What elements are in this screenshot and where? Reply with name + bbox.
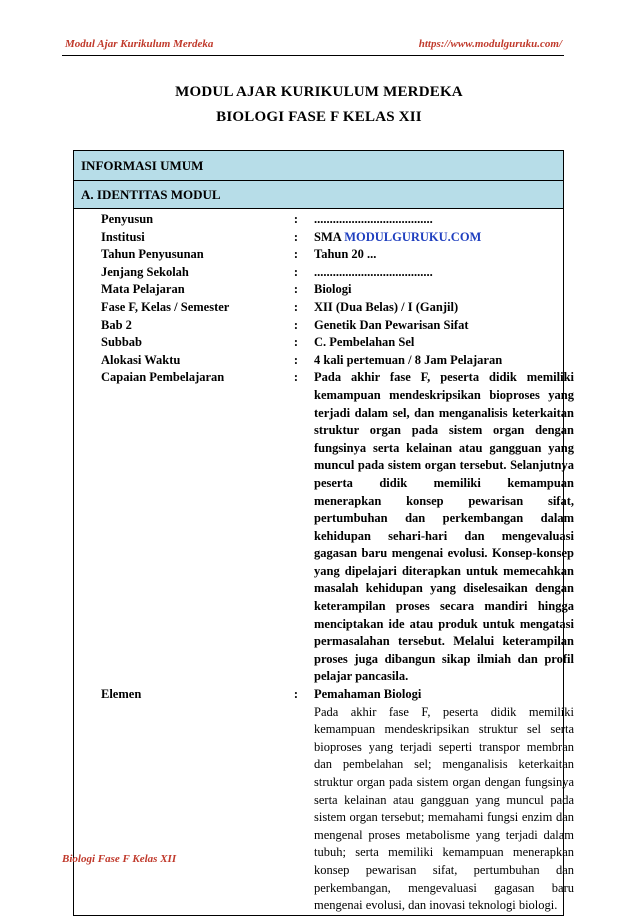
value-elemen [314,686,574,915]
row-tahun [74,246,563,264]
row-jenjang [74,264,563,282]
colon: : [293,370,299,385]
colon: : [293,352,299,367]
value-subbab: C. Pembelahan Sel [314,335,415,350]
value-bab: Genetik Dan Pewarisan Sifat [314,317,469,332]
section-informasi-umum: INFORMASI UMUM [74,151,563,181]
colon: : [293,229,299,244]
colon: : [293,317,299,332]
row-mapel [74,281,563,299]
row-bab [74,317,563,335]
label-elemen: Elemen [101,687,142,702]
value-capaian: Pada akhir fase F, peserta didik memiliki kemampuan mendeskripsikan bioproses yang terjadi dalam sel, dan menganalisis keterkaitan struktur organ pada sistem organ dengan fungsinya serta kelainan atau gangguan yang muncul pada sistem organ tersebut. Selanjutnya peserta didik memiliki kemampuan menerapkan konsep pewarisan sifat, pertumbuhan dan perkembangan dalam kehidupan sehari-hari dan mengevaluasi gagasan baru mengenai evolusi. Konsep-konsep yang dipelajari diterapkan untuk memecahkan masalah kehidupan yang diselesaikan dengan keterampilan proses secara mandiri hingga menciptakan ide atau produk untuk mengatasi permasalahan tersebut. Melalui keterampilan proses juga dibangun sikap ilmiah dan profil pelajar pancasila. [314,370,574,684]
row-penyusun [74,211,563,229]
header-left-title: Modul Ajar Kurikulum Merdeka [65,38,214,50]
header-url: https://www.modulguruku.com/ [418,38,562,50]
label-capaian: Capaian Pembelajaran [101,370,225,385]
value-institusi-prefix: SMA [314,229,345,244]
value-fase: XII (Dua Belas) / I (Ganjil) [314,299,459,314]
footer-title: Biologi Fase F Kelas XII [62,853,177,865]
row-fase [74,299,563,317]
document-subtitle: BIOLOGI FASE F KELAS XII [216,109,422,125]
header-divider [62,55,564,56]
colon: : [293,687,299,702]
row-elemen [74,686,574,915]
colon: : [293,247,299,262]
label-penyusun: Penyusun [101,212,154,226]
row-subbab [74,334,563,352]
label-fase: Fase F, Kelas / Semester [101,299,230,314]
colon: : [293,282,299,297]
colon: : [293,264,299,279]
value-jenjang: ...................................... [314,264,433,279]
value-elemen-body: Pada akhir fase F, peserta didik memiliki kemampuan mendeskripsikan struktur sel serta bioproses yang terjadi seperti transpor membran dan pembelahan sel; menganalisis keterkaitan struktur organ pada sistem organ dengan fungsinya serta kelainan atau gangguan yang muncul pada sistem organ tersebut; memahami fungsi enzim dan mengenal proses metabolisme yang terjadi dalam tubuh; serta memiliki kemampuan menerapkan konsep pewarisan sifat, pertumbuhan dan perkembangan, mengevaluasi gagasan baru mengenai evolusi, dan inovasi teknologi biologi. [314,704,574,913]
module-info-box [73,150,574,916]
label-bab: Bab 2 [101,317,132,332]
label-institusi: Institusi [101,229,145,244]
label-alokasi: Alokasi Waktu [101,352,181,367]
colon: : [293,212,299,226]
value-alokasi: 4 kali pertemuan / 8 Jam Pelajaran [314,352,503,367]
row-capaian [74,369,574,686]
section-identitas-modul: A. IDENTITAS MODUL [74,181,563,209]
label-tahun: Tahun Penyusunan [101,247,204,262]
label-subbab: Subbab [101,335,143,350]
label-jenjang: Jenjang Sekolah [101,264,189,279]
label-mapel: Mata Pelajaran [101,282,185,297]
row-institusi [74,229,563,247]
row-alokasi [74,352,563,370]
value-penyusun: ...................................... [314,212,433,226]
value-institusi-brand: MODULGURUKU.COM [344,229,482,244]
identity-table [74,209,574,915]
value-tahun: Tahun 20 ... [314,247,377,262]
value-elemen-title: Pemahaman Biologi [314,687,422,702]
colon: : [293,335,299,350]
value-institusi [314,229,574,247]
value-mapel: Biologi [314,282,352,297]
colon: : [293,299,299,314]
document-title: MODUL AJAR KURIKULUM MERDEKA [175,84,463,100]
